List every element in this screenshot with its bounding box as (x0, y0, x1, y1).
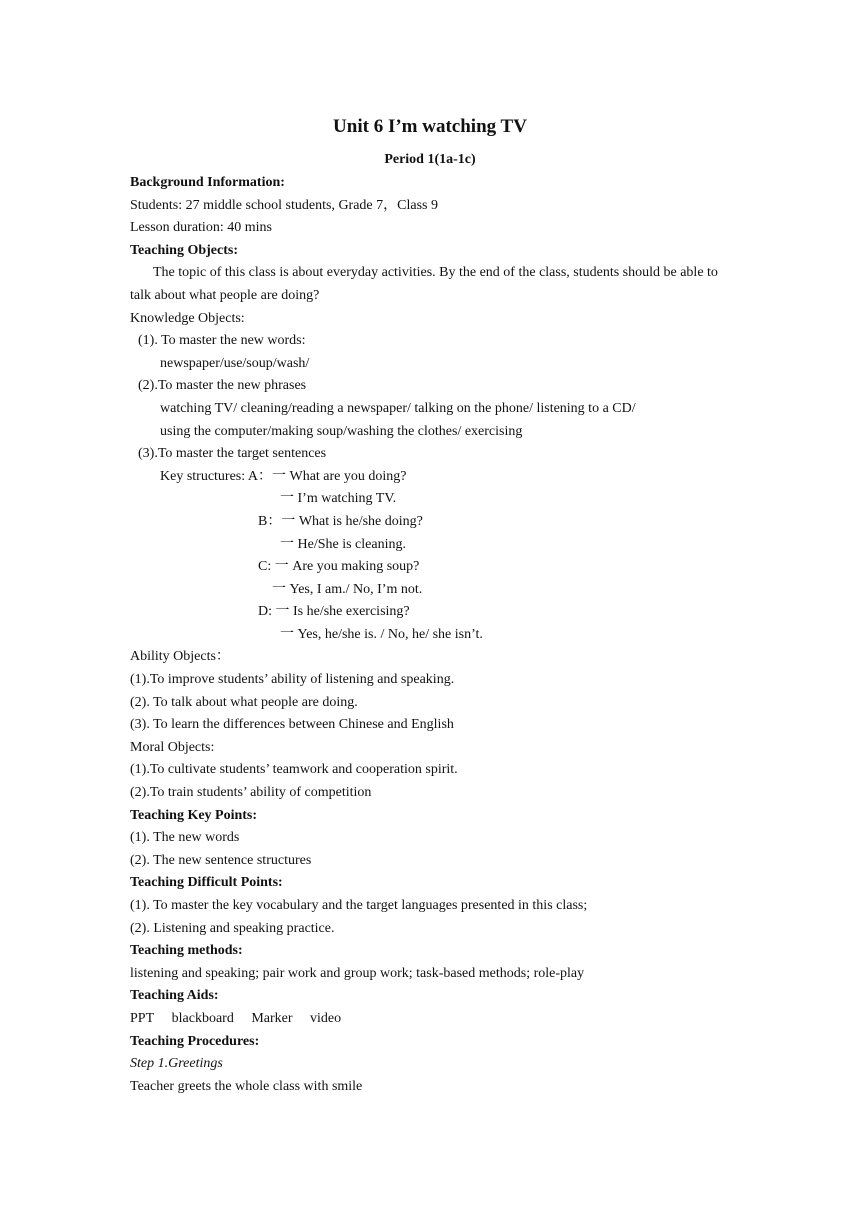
teaching-methods-text: listening and speaking; pair work and group work; task-based methods; role-play (130, 965, 585, 981)
knowledge-item-3: (3).To master the target sentences (138, 446, 327, 462)
teaching-objects-heading: Teaching Objects: (130, 242, 238, 258)
difficult-point-1: (1). To master the key vocabulary and the target languages presented in this class; (130, 898, 588, 913)
knowledge-item-2-line-1: watching TV/ cleaning/reading a newspaper/ talking on the phone/ listening to a CD/ (160, 400, 636, 416)
key-structure-a-answer: 一 I’m watching TV. (280, 491, 397, 507)
knowledge-objects-heading: Knowledge Objects: (130, 310, 245, 326)
key-structure-b-answer: 一 He/She is cleaning. (280, 536, 406, 552)
moral-objects-heading: Moral Objects: (130, 739, 215, 755)
teaching-aids-list (130, 1008, 740, 1031)
aid-marker: Marker (251, 1010, 293, 1026)
document-title: Unit 6 I’m watching TV (333, 116, 527, 137)
aid-blackboard: blackboard (171, 1010, 234, 1026)
background-heading: Background Information: (130, 175, 285, 190)
key-point-2: (2). The new sentence structures (130, 852, 312, 868)
students-info: Students: 27 middle school students, Grade 7，Class 9 (130, 197, 438, 213)
intro-paragraph: The topic of this class is about everyday activities. By the end of the class, students should be able to talk about what people are doing? (130, 265, 718, 303)
aid-video: video (310, 1010, 342, 1026)
ability-item-2: (2). To talk about what people are doing. (130, 694, 358, 710)
teaching-methods-heading: Teaching methods: (130, 943, 243, 959)
knowledge-item-1: (1). To master the new words: (138, 333, 306, 349)
step-1-text: Teacher greets the whole class with smile (130, 1078, 363, 1094)
document-subtitle: Period 1(1a-1c) (384, 152, 476, 167)
lesson-duration: Lesson duration: 40 mins (130, 220, 272, 236)
key-point-1: (1). The new words (130, 830, 240, 846)
key-structure-c-answer: 一 Yes, I am./ No, I’m not. (272, 581, 423, 597)
knowledge-item-1-words: newspaper/use/soup/wash/ (160, 355, 310, 371)
key-structure-c-question: C: 一 Are you making soup? (258, 559, 420, 575)
difficult-point-2: (2). Listening and speaking practice. (130, 920, 335, 936)
document-body (130, 172, 740, 1098)
ability-objects-heading: Ability Objects： (130, 649, 230, 665)
aid-ppt: PPT (130, 1010, 155, 1026)
moral-item-1: (1).To cultivate students’ teamwork and cooperation spirit. (130, 762, 458, 778)
key-structure-d-question: D: 一 Is he/she exercising? (258, 604, 410, 620)
ability-item-3: (3). To learn the differences between Chinese and English (130, 717, 454, 733)
key-structure-a-question: Key structures: A：一 What are you doing? (160, 468, 407, 484)
teaching-aids-heading: Teaching Aids: (130, 988, 219, 1004)
knowledge-item-2-line-2: using the computer/making soup/washing the clothes/ exercising (160, 423, 523, 439)
key-points-heading: Teaching Key Points: (130, 807, 258, 823)
ability-item-1: (1).To improve students’ ability of listening and speaking. (130, 672, 455, 688)
key-structure-d-answer: 一 Yes, he/she is. / No, he/ she isn’t. (280, 626, 483, 642)
step-1-heading: Step 1.Greetings (130, 1056, 223, 1072)
teaching-procedures-heading: Teaching Procedures: (130, 1033, 260, 1049)
moral-item-2: (2).To train students’ ability of competition (130, 785, 372, 801)
difficult-points-heading: Teaching Difficult Points: (130, 875, 283, 891)
knowledge-item-2: (2).To master the new phrases (138, 378, 307, 394)
key-structure-b-question: B：一 What is he/she doing? (258, 513, 423, 529)
